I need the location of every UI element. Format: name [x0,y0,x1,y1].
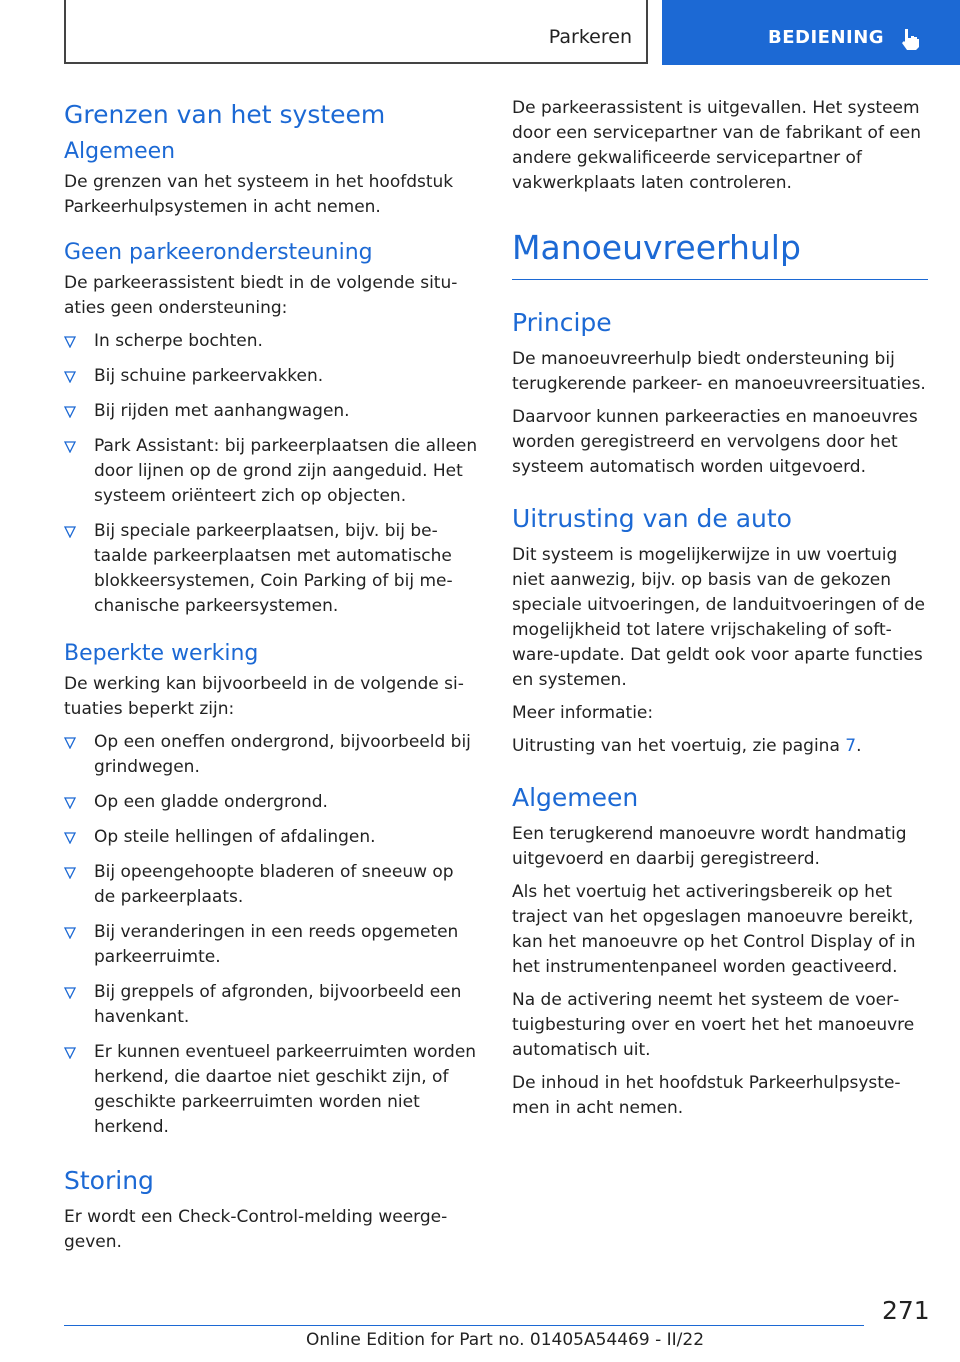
header-chapter-tab[interactable] [662,0,960,65]
paragraph-principe-2: Daarvoor kunnen parkeeracties en manoeuvres worden geregistreerd en vervolgens door het systeem automatisch worden uitgevoerd. [512,407,918,477]
header-section-box [64,0,648,64]
heading-geen-parkeerondersteuning: Geen parkeerondersteuning [64,240,373,265]
list-item: Bij schuine parkeervakken. [64,364,480,389]
hand-pointer-icon [898,27,922,51]
heading-grenzen: Grenzen van het systeem [64,100,386,129]
paragraph-reference: Uitrusting van het voertuig, zie pagina 7. [512,736,862,756]
triangle-bullet-icon [64,832,76,844]
paragraph-uitgevallen: De parkeerassistent is uitgevallen. Het systeem door een servicepartner van de fabrikant of een andere gekwalificeerde servicepartner of vakwerkplaats laten controleren. [512,98,921,193]
paragraph-algemeen-3: Na de activering neemt het systeem de voertuigbesturing over en voert het het manoeuvre automatisch uit. [512,990,915,1060]
list-item: Bij speciale parkeerplaatsen, bijv. bij betaalde parkeerplaatsen met automatische blokkeersystemen, Coin Parking of bij mechanische parkeersystemen. [64,519,480,619]
heading-principe: Principe [512,308,612,337]
list-item: Bij opeengehoopte bladeren of sneeuw op de parkeerplaats. [64,860,480,910]
list-item: Bij greppels of afgronden, bijvoorbeeld een havenkant. [64,980,480,1030]
right-column [512,96,928,1129]
list-item: Park Assistant: bij parkeerplaatsen die alleen door lijnen op de grond zijn aangeduid. Het systeem oriënteert zich op objecten. [64,434,480,509]
heading-algemeen-left: Algemeen [64,139,176,164]
list-item: Bij veranderingen in een reeds opgemeten parkeerruimte. [64,920,480,970]
header-section-title: Parkeren [548,26,632,48]
triangle-bullet-icon [64,927,76,939]
paragraph-algemeen-2: Als het voertuig het activeringsbereik op het traject van het opgeslagen manoeuvre bereikt, kan het manoeuvre op het Control Display of in het instrumentenpaneel worden geactiveerd. [512,882,916,977]
heading-algemeen-right: Algemeen [512,783,639,812]
list-item: Op een oneffen ondergrond, bijvoorbeeld bij grindwegen. [64,730,480,780]
triangle-bullet-icon [64,1047,76,1059]
triangle-bullet-icon [64,371,76,383]
triangle-bullet-icon [64,987,76,999]
triangle-bullet-icon [64,526,76,538]
heading-uitrusting: Uitrusting van de auto [512,504,792,533]
list-geen [64,329,480,619]
list-item: In scherpe bochten. [64,329,480,354]
heading-storing: Storing [64,1166,154,1195]
page-reference-link[interactable]: 7 [845,736,857,756]
list-item: Bij rijden met aanhangwagen. [64,399,480,424]
paragraph-algemeen: De grenzen van het systeem in het hoofdstuk Parkeerhulpsystemen in acht nemen. [64,172,454,217]
left-column [64,96,480,1263]
triangle-bullet-icon [64,336,76,348]
paragraph-principe-1: De manoeuvreerhulp biedt ondersteuning bij terugkerende parkeer- en manoeuvreersituaties. [512,349,926,394]
triangle-bullet-icon [64,737,76,749]
triangle-bullet-icon [64,441,76,453]
heading-manoeuvreerhulp: Manoeuvreerhulp [512,228,928,280]
paragraph-storing: Er wordt een Check-Control-melding weergegeven. [64,1207,448,1252]
paragraph-beperkte: De werking kan bijvoorbeeld in de volgende situaties beperkt zijn: [64,674,464,719]
footer-divider [64,1325,864,1326]
triangle-bullet-icon [64,406,76,418]
triangle-bullet-icon [64,797,76,809]
list-item: Er kunnen eventueel parkeerruimten worden herkend, die daartoe niet geschikt zijn, of geschikte parkeerruimten worden niet herkend. [64,1040,480,1140]
heading-beperkte-werking: Beperkte werking [64,641,259,666]
page-number: 271 [882,1296,930,1325]
paragraph-meer-informatie: Meer informatie: [512,703,654,723]
paragraph-algemeen-1: Een terugkerend manoeuvre wordt handmatig uitgevoerd en daarbij geregistreerd. [512,824,907,869]
list-item: Op een gladde ondergrond. [64,790,480,815]
triangle-bullet-icon [64,867,76,879]
paragraph-uitrusting: Dit systeem is mogelijkerwijze in uw voertuig niet aanwezig, bijv. op basis van de gekozen speciale uitvoeringen, de landuitvoeringen of de mogelijkheid tot latere vrijschakeling of software-update. Dat geldt ook voor aparte functies en systemen. [512,545,925,690]
footer-edition: Online Edition for Part no. 01405A54469 - II/22 [306,1330,705,1350]
list-beperkte [64,730,480,1140]
list-item: Op steile hellingen of afdalingen. [64,825,480,850]
header-chapter-title: BEDIENING [768,27,885,48]
paragraph-algemeen-4: De inhoud in het hoofdstuk Parkeerhulpsystemen in acht nemen. [512,1073,901,1118]
paragraph-geen: De parkeerassistent biedt in de volgende situaties geen ondersteuning: [64,273,458,318]
